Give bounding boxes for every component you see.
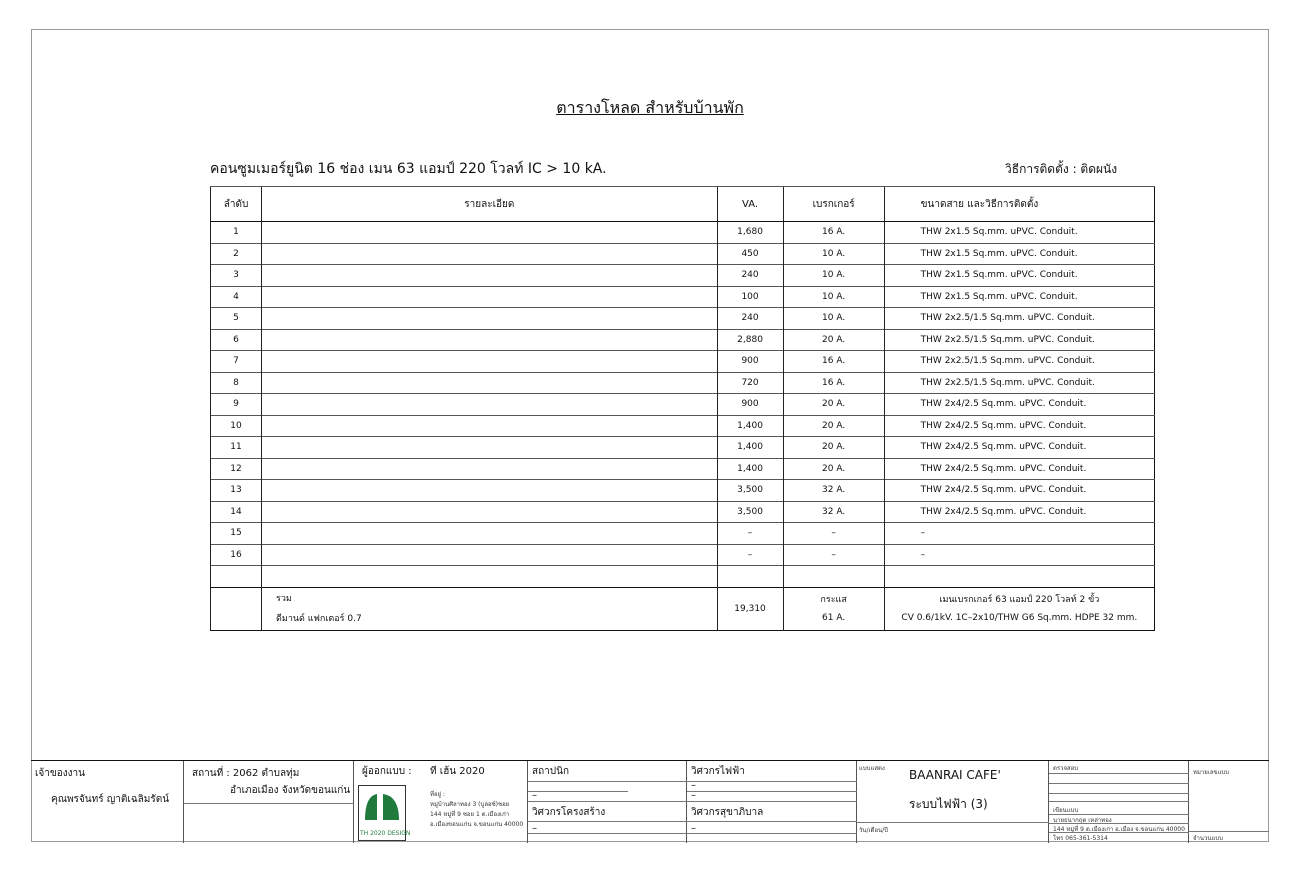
architect-cell: [528, 761, 687, 843]
row-breaker: 10 A.: [783, 308, 884, 330]
row-breaker: 16 A.: [783, 222, 884, 244]
electrical-cell: [687, 761, 857, 843]
table-row: [211, 458, 1155, 480]
row-breaker: 10 A.: [783, 286, 884, 308]
row-no: 4: [211, 286, 262, 308]
row-wire: THW 2x1.5 Sq.mm. uPVC. Conduit.: [884, 286, 1154, 308]
row-va: 3,500: [717, 501, 783, 523]
row-va: 450: [717, 243, 783, 265]
row-va: 1,400: [717, 458, 783, 480]
designer-addr2: หมู่บ้านศิลาทอง 3 (บูลอซ์)ซอย: [430, 801, 510, 808]
row-wire: THW 2x2.5/1.5 Sq.mm. uPVC. Conduit.: [884, 372, 1154, 394]
blank-cell: [783, 566, 884, 588]
row-breaker: 20 A.: [783, 437, 884, 459]
consumer-unit-spec: คอนซูมเมอร์ยูนิต 16 ช่อง เมน 63 แอมป์ 220 โวลท์ IC > 10 kA.: [210, 161, 607, 177]
load-table: [210, 186, 1155, 631]
structural-label: วิศวกรโครงสร้าง: [532, 807, 606, 818]
row-breaker: 10 A.: [783, 265, 884, 287]
structural-dash: –: [532, 823, 537, 834]
row-breaker: 20 A.: [783, 329, 884, 351]
row-va: 900: [717, 394, 783, 416]
row-wire: THW 2x4/2.5 Sq.mm. uPVC. Conduit.: [884, 415, 1154, 437]
project-name: BAANRAI CAFE': [909, 768, 1001, 782]
table-row: [211, 394, 1155, 416]
drawing-label: แบบแสดง: [859, 765, 885, 772]
row-no: 10: [211, 415, 262, 437]
row-va: 720: [717, 372, 783, 394]
blank-cell: [717, 566, 783, 588]
drafter-label: เขียนแบบ: [1053, 807, 1079, 814]
row-va: 2,880: [717, 329, 783, 351]
row-no: 5: [211, 308, 262, 330]
electrical-dash: –: [691, 780, 696, 791]
table-row: [211, 501, 1155, 523]
row-wire: –: [884, 523, 1154, 545]
row-breaker: 20 A.: [783, 458, 884, 480]
row-wire: THW 2x4/2.5 Sq.mm. uPVC. Conduit.: [884, 437, 1154, 459]
main-breaker-cell: [884, 588, 1154, 631]
row-no: 8: [211, 372, 262, 394]
row-desc: [262, 415, 717, 437]
designer-addr4: อ.เมืองขอนแก่น จ.ขอนแก่น 40000: [430, 821, 524, 828]
drafter-line1: นายธนากฤต เหล่าทอง: [1053, 817, 1112, 824]
row-desc: [262, 329, 717, 351]
total-row: [211, 588, 1155, 631]
current-label: กระแส: [820, 595, 847, 605]
total-no: [211, 588, 262, 631]
header-wire: ขนาดสาย และวิธีการติดตั้ง: [884, 187, 1154, 222]
checker-label: ตรวจสอบ: [1053, 765, 1079, 772]
sheet-no-cell: [1189, 761, 1269, 843]
date-label: วัน/เดือน/ปี: [859, 827, 888, 834]
row-desc: [262, 544, 717, 566]
row-desc: [262, 458, 717, 480]
table-header-row: [211, 187, 1155, 222]
row-desc: [262, 222, 717, 244]
designer-addr3: 144 หมู่ที่ 9 ซอย 1 ต.เมืองเก่า: [430, 811, 510, 818]
row-no: 11: [211, 437, 262, 459]
blank-row: [211, 566, 1155, 588]
row-desc: [262, 351, 717, 373]
row-breaker: 16 A.: [783, 372, 884, 394]
row-desc: [262, 372, 717, 394]
row-wire: THW 2x2.5/1.5 Sq.mm. uPVC. Conduit.: [884, 329, 1154, 351]
row-breaker: –: [783, 544, 884, 566]
drawing-cell: [857, 761, 1049, 843]
row-va: 1,680: [717, 222, 783, 244]
sanitary-dash: –: [691, 823, 696, 834]
row-wire: THW 2x4/2.5 Sq.mm. uPVC. Conduit.: [884, 501, 1154, 523]
row-no: 13: [211, 480, 262, 502]
total-desc: [262, 588, 717, 631]
row-desc: [262, 265, 717, 287]
table-row: [211, 286, 1155, 308]
designer-addr1: ที่อยู่ :: [430, 791, 446, 798]
main-breaker: เมนเบรกเกอร์ 63 แอมป์ 220 โวลท์ 2 ขั้ว: [939, 595, 1100, 605]
table-row: [211, 222, 1155, 244]
electrical-dash-2: –: [691, 790, 696, 801]
owner-name: คุณพรจันทร์ ญาติเฉลิมรัตน์: [51, 794, 170, 805]
header-no: ลำดับ: [211, 187, 262, 222]
row-no: 14: [211, 501, 262, 523]
row-va: 240: [717, 308, 783, 330]
current-value: 61 A.: [822, 613, 846, 623]
row-no: 7: [211, 351, 262, 373]
table-row: [211, 437, 1155, 459]
sheet-title: ระบบไฟฟ้า (3): [909, 797, 988, 811]
main-cable: CV 0.6/1kV. 1C–2x10/THW G6 Sq.mm. HDPE 32 mm.: [901, 613, 1138, 623]
row-va: –: [717, 523, 783, 545]
total-va: 19,310: [717, 588, 783, 631]
table-row: [211, 243, 1155, 265]
table-row: [211, 544, 1155, 566]
blank-cell: [262, 566, 717, 588]
drafter-line3: โทร 065-361-5314: [1053, 835, 1108, 842]
row-breaker: 20 A.: [783, 415, 884, 437]
designer-cell: [354, 761, 528, 843]
row-no: 1: [211, 222, 262, 244]
total-sheets-label: จำนวนแบบ: [1193, 835, 1223, 842]
row-wire: THW 2x1.5 Sq.mm. uPVC. Conduit.: [884, 243, 1154, 265]
row-wire: THW 2x4/2.5 Sq.mm. uPVC. Conduit.: [884, 394, 1154, 416]
row-breaker: 32 A.: [783, 501, 884, 523]
table-row: [211, 329, 1155, 351]
table-row: [211, 372, 1155, 394]
row-desc: [262, 286, 717, 308]
row-breaker: 10 A.: [783, 243, 884, 265]
logo-text: TH 2020 DESIGN: [360, 830, 411, 837]
table-row: [211, 480, 1155, 502]
header-breaker: เบรกเกอร์: [783, 187, 884, 222]
row-va: 1,400: [717, 415, 783, 437]
designer-logo: [358, 785, 411, 841]
row-no: 2: [211, 243, 262, 265]
row-desc: [262, 437, 717, 459]
designer-name: ที เฮ้น 2020: [430, 766, 485, 777]
sanitary-label: วิศวกรสุขาภิบาล: [691, 807, 764, 818]
location-label: สถานที่ : 2062 ตำบลทุ่ม: [192, 768, 300, 779]
row-no: 3: [211, 265, 262, 287]
row-breaker: 20 A.: [783, 394, 884, 416]
row-wire: THW 2x4/2.5 Sq.mm. uPVC. Conduit.: [884, 458, 1154, 480]
row-wire: THW 2x1.5 Sq.mm. uPVC. Conduit.: [884, 265, 1154, 287]
row-desc: [262, 308, 717, 330]
location-cell: [184, 761, 354, 843]
blank-cell: [211, 566, 262, 588]
table-row: [211, 351, 1155, 373]
title-block: [31, 760, 1269, 843]
row-va: 3,500: [717, 480, 783, 502]
table-row: [211, 308, 1155, 330]
row-wire: –: [884, 544, 1154, 566]
header-desc: รายละเอียด: [262, 187, 717, 222]
row-no: 12: [211, 458, 262, 480]
demand-factor: ดีมานด์ แฟกเตอร์ 0.7: [276, 614, 362, 624]
total-label: รวม: [276, 594, 292, 604]
row-va: 1,400: [717, 437, 783, 459]
row-desc: [262, 501, 717, 523]
row-desc: [262, 523, 717, 545]
checker-cell: [1049, 761, 1189, 843]
owner-label: เจ้าของงาน: [35, 768, 85, 779]
page-title: ตารางโหลด สำหรับบ้านพัก: [556, 98, 744, 117]
row-no: 9: [211, 394, 262, 416]
sheet-no-label: หมายเลขแบบ: [1193, 769, 1230, 776]
row-wire: THW 2x2.5/1.5 Sq.mm. uPVC. Conduit.: [884, 351, 1154, 373]
table-row: [211, 265, 1155, 287]
row-va: –: [717, 544, 783, 566]
row-breaker: 32 A.: [783, 480, 884, 502]
row-no: 6: [211, 329, 262, 351]
designer-label: ผู้ออกแบบ :: [362, 766, 412, 777]
row-desc: [262, 394, 717, 416]
table-row: [211, 523, 1155, 545]
table-row: [211, 415, 1155, 437]
architect-label: สถาปนิก: [532, 766, 570, 777]
owner-cell: [31, 761, 184, 843]
electrical-label: วิศวกรไฟฟ้า: [691, 766, 745, 777]
row-breaker: –: [783, 523, 884, 545]
row-no: 16: [211, 544, 262, 566]
row-desc: [262, 243, 717, 265]
row-wire: THW 2x2.5/1.5 Sq.mm. uPVC. Conduit.: [884, 308, 1154, 330]
row-no: 15: [211, 523, 262, 545]
blank-cell: [884, 566, 1154, 588]
row-va: 900: [717, 351, 783, 373]
row-breaker: 16 A.: [783, 351, 884, 373]
row-wire: THW 2x4/2.5 Sq.mm. uPVC. Conduit.: [884, 480, 1154, 502]
install-method: วิธีการติดตั้ง : ติดผนัง: [1005, 162, 1118, 176]
row-desc: [262, 480, 717, 502]
drafter-line2: 144 หมู่ที่ 9 ต.เมืองเก่า อ.เมือง จ.ขอนแก่น 40000: [1053, 826, 1185, 833]
header-va: VA.: [717, 187, 783, 222]
row-wire: THW 2x1.5 Sq.mm. uPVC. Conduit.: [884, 222, 1154, 244]
row-va: 240: [717, 265, 783, 287]
row-va: 100: [717, 286, 783, 308]
location-line2: อำเภอเมือง จังหวัดขอนแก่น: [230, 785, 351, 796]
architect-dash: –: [532, 790, 537, 801]
total-current-cell: [783, 588, 884, 631]
